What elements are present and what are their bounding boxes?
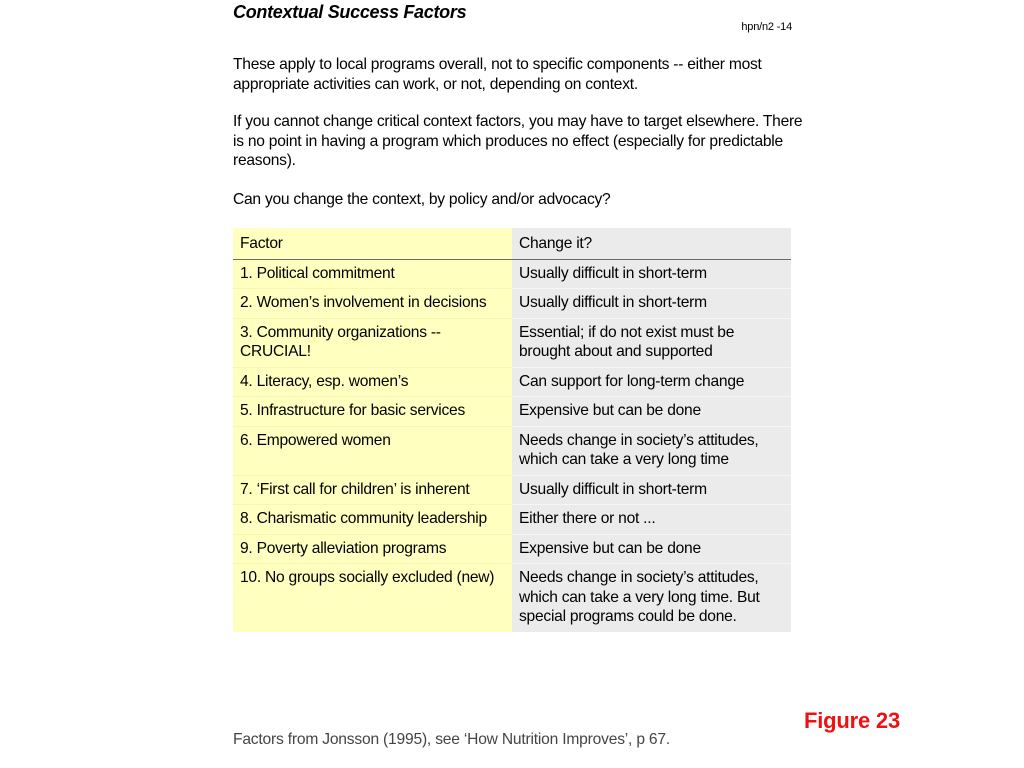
table-row: [233, 426, 791, 475]
reference-code: hpn/n2 -14: [741, 21, 792, 33]
table-row: [233, 505, 791, 535]
table-row: [233, 259, 791, 289]
change-cell: Expensive but can be done: [512, 534, 791, 564]
header-change-it: Change it?: [512, 228, 791, 259]
change-cell: Can support for long-term change: [512, 367, 791, 397]
table-row: [233, 475, 791, 505]
factor-cell: 3. Community organizations -- CRUCIAL!: [233, 318, 512, 367]
change-cell: Either there or not ...: [512, 505, 791, 535]
intro-paragraph: These apply to local programs overall, not to specific components -- either most appropriate activities can work, or not, depending on context.: [233, 56, 762, 93]
factors-table: [233, 228, 791, 632]
change-cell: Usually difficult in short-term: [512, 259, 791, 289]
change-cell: Usually difficult in short-term: [512, 289, 791, 319]
table-row: [233, 397, 791, 427]
change-cell: Essential; if do not exist must be brought about and supported: [512, 318, 791, 367]
header-factor: Factor: [233, 228, 512, 259]
factor-cell: 1. Political commitment: [233, 259, 512, 289]
table-row: [233, 367, 791, 397]
change-cell: Expensive but can be done: [512, 397, 791, 427]
slide-title: Contextual Success Factors: [233, 2, 467, 22]
factor-cell: 2. Women’s involvement in decisions: [233, 289, 512, 319]
factor-cell: 9. Poverty alleviation programs: [233, 534, 512, 564]
change-cell: Usually difficult in short-term: [512, 475, 791, 505]
factor-cell: 6. Empowered women: [233, 426, 512, 475]
factor-cell: 8. Charismatic community leadership: [233, 505, 512, 535]
table-row: [233, 289, 791, 319]
context-paragraph: If you cannot change critical context factors, you may have to target elsewhere. There is no point in having a program which produces no effect (especially for predictable reasons).: [233, 113, 803, 169]
factor-cell: 4. Literacy, esp. women’s: [233, 367, 512, 397]
table-row: [233, 318, 791, 367]
question-paragraph: Can you change the context, by policy and/or advocacy?: [233, 191, 611, 208]
source-footnote: Factors from Jonsson (1995), see ‘How Nutrition Improves’, p 67.: [233, 731, 670, 748]
table-header-row: [233, 228, 791, 259]
change-cell: Needs change in society’s attitudes, which can take a very long time. But special programs could be done.: [512, 564, 791, 632]
factor-cell: 5. Infrastructure for basic services: [233, 397, 512, 427]
figure-label: Figure 23: [804, 708, 901, 733]
table-row: [233, 564, 791, 632]
factor-cell: 10. No groups socially excluded (new): [233, 564, 512, 632]
table-row: [233, 534, 791, 564]
factor-cell: 7. ‘First call for children’ is inherent: [233, 475, 512, 505]
change-cell: Needs change in society’s attitudes, which can take a very long time: [512, 426, 791, 475]
